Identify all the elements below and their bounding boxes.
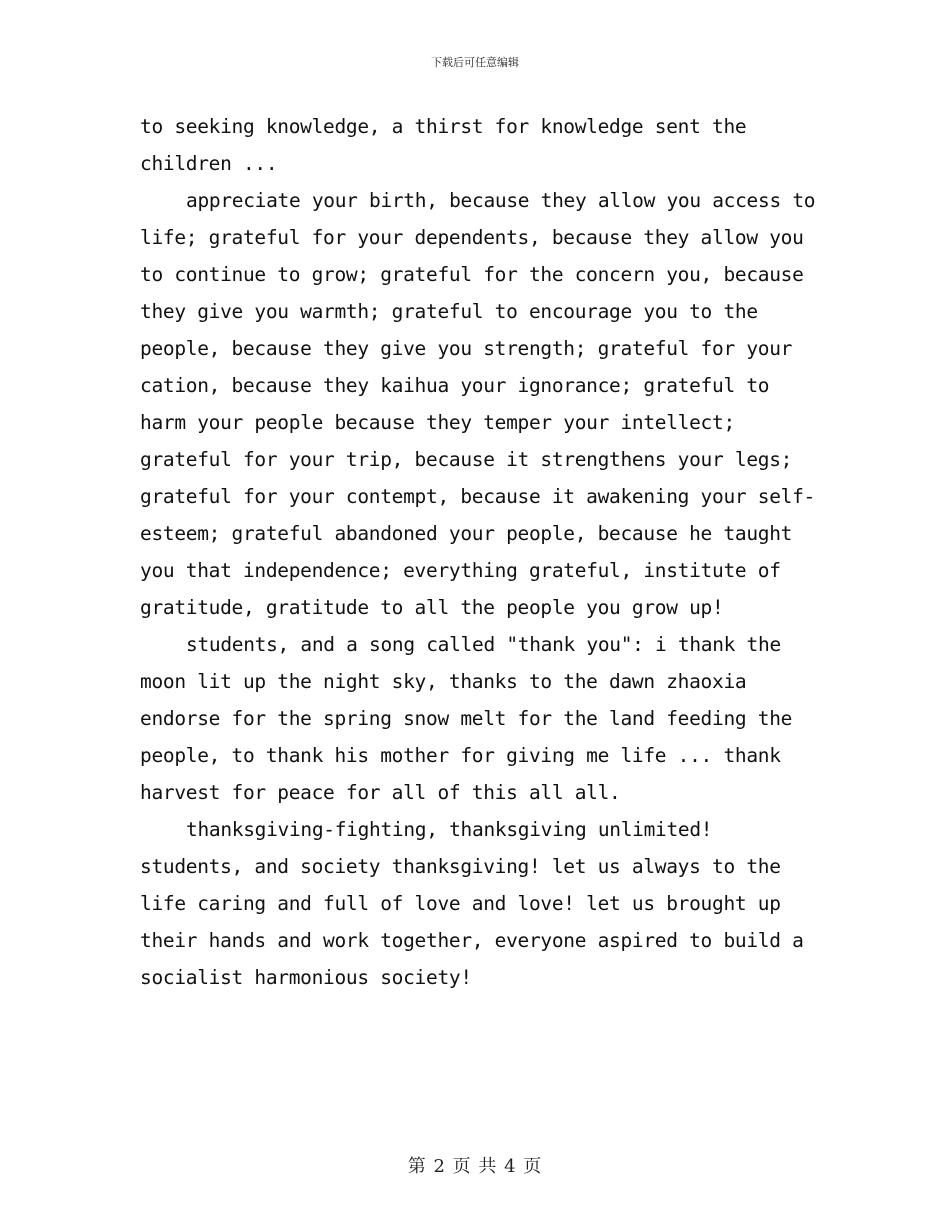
page-number-footer: 第 2 页 共 4 页 bbox=[407, 1156, 543, 1177]
page-header: 下载后可任意编辑 bbox=[431, 56, 519, 69]
document-body bbox=[140, 108, 827, 996]
paragraph-song: students, and a song called "thank you": i thank the moon lit up the night sky, thanks to the dawn zhaoxia endorse for the spring snow melt for the land feeding the people, to thank his mother for giving me life ... thank harvest for peace for all of this all all. bbox=[140, 633, 804, 804]
paragraph-gratitude: appreciate your birth, because they allow you access to life; grateful for your dependents, because they allow you to continue to grow; grateful for the concern you, because they give you warmth; grateful to encourage you to the people, because they give you strength; grateful for your cation, because they kaihua your ignorance; grateful to harm your people because they temper your intellect; grateful for your trip, because it strengthens your legs; grateful for your contempt, because it awakening your self-esteem; grateful abandoned your people, because he taught you that independence; everything grateful, institute of gratitude, gratitude to all the people you grow up! bbox=[140, 189, 827, 619]
paragraph-conclusion: thanksgiving-fighting, thanksgiving unlimited! students, and society thanksgiving! let us always to the life caring and full of love and love! let us brought up their hands and work together, everyone aspired to build a socialist harmonious society! bbox=[140, 818, 815, 989]
paragraph-continuation: to seeking knowledge, a thirst for knowledge sent the children ... bbox=[140, 115, 758, 175]
